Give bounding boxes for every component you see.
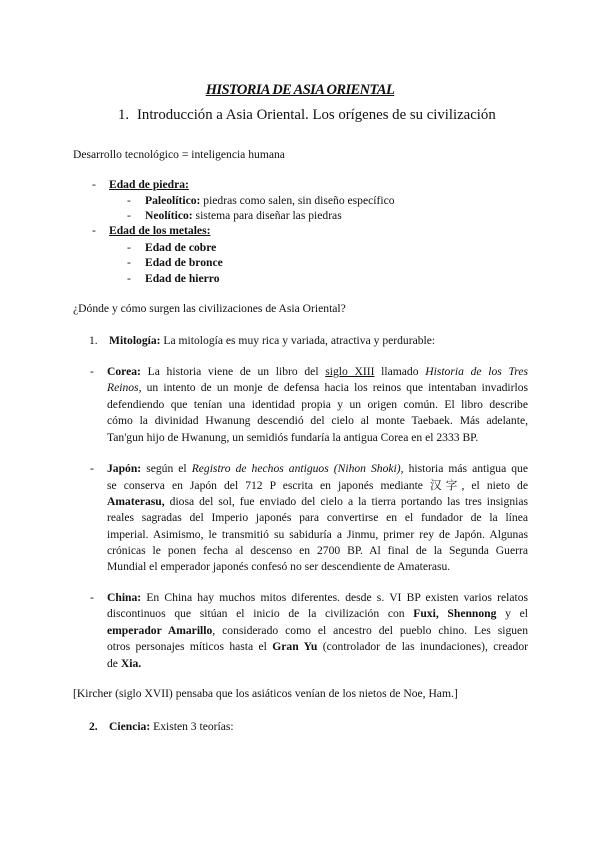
list-item: Neolítico: sistema para diseñar las piedras xyxy=(145,209,342,222)
section2-number: 2. xyxy=(89,720,98,733)
bullet-dash: - xyxy=(92,224,96,237)
bullet-dash: - xyxy=(90,365,94,378)
page-title: HISTORIA DE ASIA ORIENTAL xyxy=(205,82,395,98)
list-item: Edad de bronce xyxy=(145,256,223,269)
heading-number: 1. xyxy=(118,107,130,123)
korea-paragraph: Corea: La historia viene de un libro del siglo XIII llamado Historia de los Tres Reinos, un intento de un monje de defensa hacia los reinos que intentaban invadirlos defendiendo que tenían una identidad propia y un origen común. El libro describe cómo la divinidad Hwanung descendió del cielo al monte Taebaek. Más adelante, Tan'gun hijo de Hwanung, un semidiós fundaría la antigua Corea en el 2333 BP. xyxy=(107,365,528,444)
bullet-dash: - xyxy=(127,272,131,285)
bullet-dash: - xyxy=(90,462,94,475)
age-metals-label: Edad de los metales: xyxy=(109,224,211,237)
heading-text: Introducción a Asia Oriental. Los orígenes de su civilización xyxy=(137,107,496,123)
section1-number: 1. xyxy=(89,334,98,347)
question-line: ¿Dónde y cómo surgen las civilizaciones de Asia Oriental? xyxy=(73,302,346,315)
china-paragraph: China: En China hay muchos mitos diferentes. desde s. VI BP existen varios relatos discontinuos que sitúan el inicio de la civilización con Fuxi, Shennong y el emperador Amarillo, considerado como el ancestro del pueblo chino. Les siguen otros personajes míticos hasta el Gran Yu (controlador de las inundaciones), creador de Xia. xyxy=(107,591,528,670)
section1-line: Mitología: La mitología es muy rica y variada, atractiva y perdurable: xyxy=(109,334,436,347)
intro-line: Desarrollo tecnológico = inteligencia humana xyxy=(73,148,285,161)
bullet-dash: - xyxy=(127,256,131,269)
bullet-dash: - xyxy=(127,194,131,207)
bullet-dash: - xyxy=(92,178,96,191)
list-item: Paleolítico: piedras como salen, sin diseño específico xyxy=(145,194,395,207)
bullet-dash: - xyxy=(127,209,131,222)
list-item: Edad de hierro xyxy=(145,272,220,285)
bullet-dash: - xyxy=(127,241,131,254)
japan-paragraph: Japón: según el Registro de hechos antiguos (Nihon Shoki), historia más antigua que se conserva en Japón del 712 P escrita en japonés mediante 汉字, el nieto de Amaterasu, diosa del sol, fue enviado del cielo a la tierra portando las tres insignias reales sagradas del Imperio japonés para convertirse en el fundador de la línea imperial. Asimismo, le transmitió su sabiduría a Jinmu, primer rey de Japón. Algunas crónicas le ponen fecha al descenso en 2700 BP. Al final de la Segunda Guerra Mundial el emperador japonés confesó no ser descendiente de Amaterasu. xyxy=(107,462,528,574)
section-heading xyxy=(118,105,496,126)
list-item: Edad de cobre xyxy=(145,241,217,254)
note-line: [Kircher (siglo XVII) pensaba que los asiáticos venían de los nietos de Noe, Ham.] xyxy=(73,687,458,700)
age-stone-label: Edad de piedra: xyxy=(109,178,189,191)
section2-line: Ciencia: Existen 3 teorías: xyxy=(109,720,234,733)
bullet-dash: - xyxy=(90,591,94,604)
